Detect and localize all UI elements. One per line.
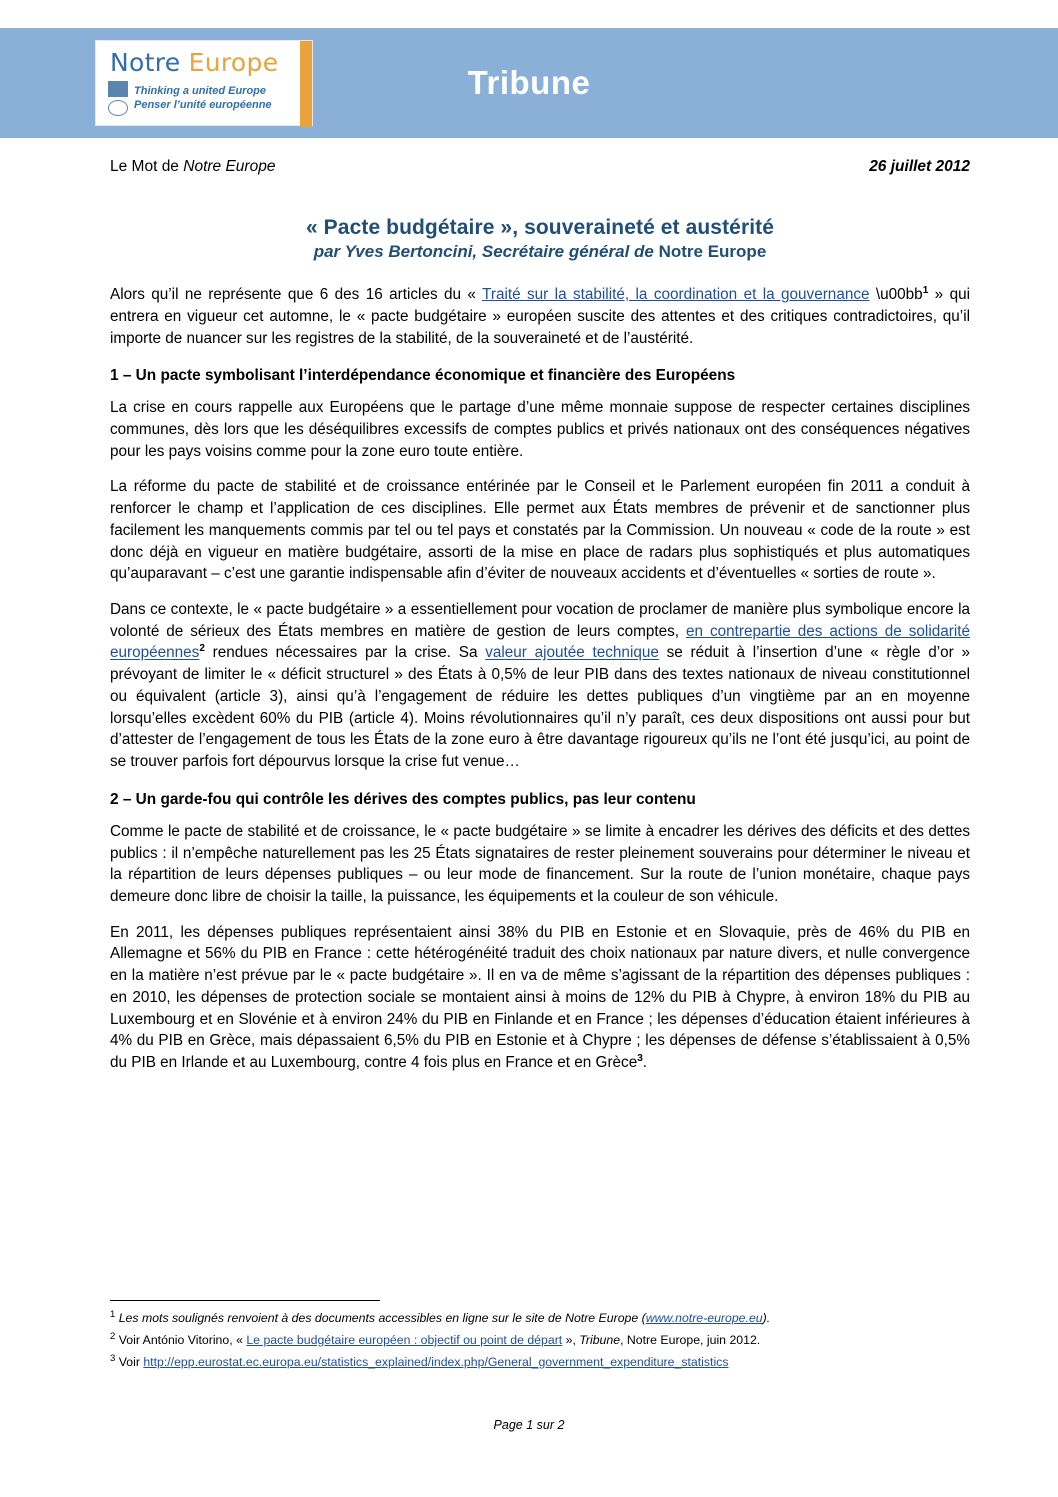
solidarity-actions-link[interactable]: en contrepartie des actions de solidarité européennes — [110, 622, 970, 662]
section-1-heading: 1 – Un pacte symbolisant l’interdépendance économique et financière des Européens — [110, 367, 736, 385]
publication-prefix: Le Mot de — [110, 158, 184, 175]
footnote-1-text-after: ). — [762, 1311, 771, 1326]
footnote-3-text-before: Voir — [118, 1354, 144, 1369]
logo-subtitle-en: Thinking a united Europe — [134, 84, 266, 97]
footnote-3-marker: 3 — [110, 1352, 116, 1364]
meta-row — [110, 158, 970, 176]
logo-accent-bar — [300, 41, 312, 127]
footnote-ref-1[interactable]: 1 — [922, 285, 929, 296]
circle-icon — [108, 100, 128, 116]
logo-title — [110, 50, 312, 75]
s2p2-main: En 2011, les dépenses publiques représentaient ainsi 38% du PIB en Estonie et en Slovaquie, près de 46% du PIB en Allemagne et 56% du PIB en France : cette hétérogénéité traduit des choix nationaux par nature divers, et nulle convergence en la matière n’est prévue par le « pacte budgétaire ». Il en va de même s’agissant de la répartition des dépenses publiques : en 2010, les dépenses de protection sociale se montaient ainsi à moins de 12% du PIB à Chypre, à environ 18% du PIB au Luxembourg et en Slovénie et à environ 24% du PIB en Finlande et en France ; les dépenses d’éducation étaient inférieures à 4% du PIB en Grèce, mais dépassaient 6,5% du PIB en Estonie et à Chypre ; les dépenses de défense s’établissaient à 0,5% du PIB en Irlande et au Luxembourg, contre 4 fois plus en France et en Grèce — [110, 923, 970, 1072]
section-2-paragraph-1: Comme le pacte de stabilité et de croissance, le « pacte budgétaire » se limite à encadrer les dérives des déficits et des dettes publics : il n’empêche naturellement pas les 25 États signataires de rester pleinement souverains pour déterminer le niveau et la répartition de leurs dépenses publiques – ou leur mode de financement. Sur la route de l’union monétaire, chaque pays demeure donc libre de choisir la taille, la puissance, les équipements et la couleur de son véhicule. — [110, 822, 970, 905]
publication-date: 26 juillet 2012 — [869, 158, 970, 175]
footnote-2-text-mid: », — [562, 1333, 580, 1348]
s1p3-part3: se réduit à l’insertion d’une « règle d’or » prévoyant de limiter le « déficit structurel » des États à 0,5% de leur PIB dans des textes nationaux de niveau constitutionnel ou équivalent (article 3), ainsi qu’à l’engagement de réduire les dettes publiques d’un vingtième par an en moyenne lorsqu’elles excèdent 60% du PIB (article 4). Moins révolutionnaires qu’il n’y paraît, ces deux dispositions ont aussi pour but d’attester de l’engagement de tous les États de la zone euro à être davantage rigoureux qu’ils ne l’ont été jusqu’ici, au point de se trouver parfois fort dépourvus lorsque la crise fut venue… — [110, 644, 970, 771]
footnote-ref-3[interactable]: 3 — [637, 1053, 643, 1065]
eurostat-link[interactable]: http://epp.eurostat.ec.europa.eu/statistics_explained/index.php/General_government_expenditure_statistics — [143, 1354, 729, 1369]
s1p3-part2: rendues nécessaires par la crise. Sa — [204, 644, 486, 662]
document-body — [110, 208, 970, 1088]
logo-title-part2: Europe — [188, 48, 279, 77]
s1p3-part1: Dans ce contexte, le « pacte budgétaire » a essentiellement pour vocation de proclamer de manière plus symbolique encore la volonté de sérieux des États membres en matière de gestion de leurs comptes, — [110, 601, 970, 640]
section-2-heading: 2 – Un garde-fou qui contrôle les dérives des comptes publics, pas leur contenu — [110, 790, 696, 808]
logo-mark-icons — [108, 81, 128, 116]
logo — [95, 40, 313, 126]
intro-paragraph — [110, 284, 970, 349]
footnote-2-italic: Tribune — [579, 1333, 621, 1348]
square-icon — [108, 81, 128, 97]
intro-after-link: » qui entrera en vigueur cet automne, le « pacte budgétaire » européen suscite des attentes et des critiques contradictoires, qu’il importe de nuancer sur les registres de la stabilité, de la souveraineté et de l’austérité. — [110, 286, 970, 347]
section-2-paragraph-2 — [110, 922, 970, 1074]
document-author — [110, 242, 970, 262]
footnote-1 — [110, 1308, 970, 1328]
publication-name: Notre Europe — [183, 158, 276, 175]
publication-label — [110, 158, 275, 176]
logo-title-part1: Notre — [110, 48, 189, 77]
author-prefix: par Yves Bertoncini, Secrétaire général de — [313, 242, 659, 261]
footnote-2-text-after: , Notre Europe, juin 2012. — [620, 1333, 761, 1348]
page-footer: Page 1 sur 2 — [493, 1418, 565, 1432]
section-1-paragraph-1: La crise en cours rappelle aux Européens que le partage d’une même monnaie suppose de respecter certaines disciplines communes, dès lors que les déséquilibres excessifs de comptes publics et privés nationaux ont des conséquences négatives pour les pays voisins comme pour la zone euro toute entière. — [110, 399, 970, 460]
footnote-1-marker: 1 — [110, 1309, 116, 1320]
footnote-2-text-before: Voir António Vitorino, « — [118, 1333, 247, 1348]
footnote-1-text: Les mots soulignés renvoient à des documents accessibles en ligne sur le site de Notre Europe ( — [118, 1311, 646, 1326]
section-1-paragraph-3 — [110, 599, 970, 773]
footnote-2 — [110, 1330, 970, 1350]
author-org: Notre Europe — [658, 242, 767, 261]
footnote-ref-2[interactable]: 2 — [199, 643, 205, 655]
section-1-paragraph-2: La réforme du pacte de stabilité et de croissance entérinée par le Conseil et le Parlement européen fin 2011 a conduit à renforcer le champ et l’application de ces disciplines. Elle permet aux États membres de prévenir et de sanctionner plus facilement les manquements commis par tel ou tel pays et constatés par la Commission. Un nouveau « code de la route » est donc déjà en vigueur en matière budgétaire, assorti de la mise en place de radars plus sophistiqués et plus automatiques qu’auparavant – c’est une garantie indispensable afin d’éviter de nouveaux accidents et d’éventuelles « sorties de route ». — [110, 478, 970, 583]
logo-subtitle — [134, 85, 272, 113]
footnotes — [110, 1300, 970, 1374]
intro-before-link: Alors qu’il ne représente que 6 des 16 articles du « — [110, 286, 483, 304]
s2p2-end: . — [642, 1054, 648, 1072]
intro-quote-close: \u00bb — [869, 286, 923, 304]
notre-europe-website-link[interactable]: www.notre-europe.eu — [645, 1311, 763, 1326]
logo-subtitle-fr: Penser l’unité européenne — [134, 98, 272, 111]
vitorino-tribune-link[interactable]: Le pacte budgétaire européen : objectif ou point de départ — [246, 1333, 563, 1348]
header-band — [0, 28, 1058, 138]
treaty-link[interactable]: Traité sur la stabilité, la coordination et la gouvernance — [482, 286, 870, 304]
header-title: Tribune — [467, 64, 591, 101]
technical-value-link[interactable]: valeur ajoutée technique — [485, 644, 659, 662]
footnote-3 — [110, 1352, 970, 1372]
page-title: « Pacte budgétaire », souveraineté et austérité — [305, 216, 775, 239]
footnote-separator — [110, 1300, 380, 1301]
footnote-2-marker: 2 — [110, 1330, 116, 1342]
